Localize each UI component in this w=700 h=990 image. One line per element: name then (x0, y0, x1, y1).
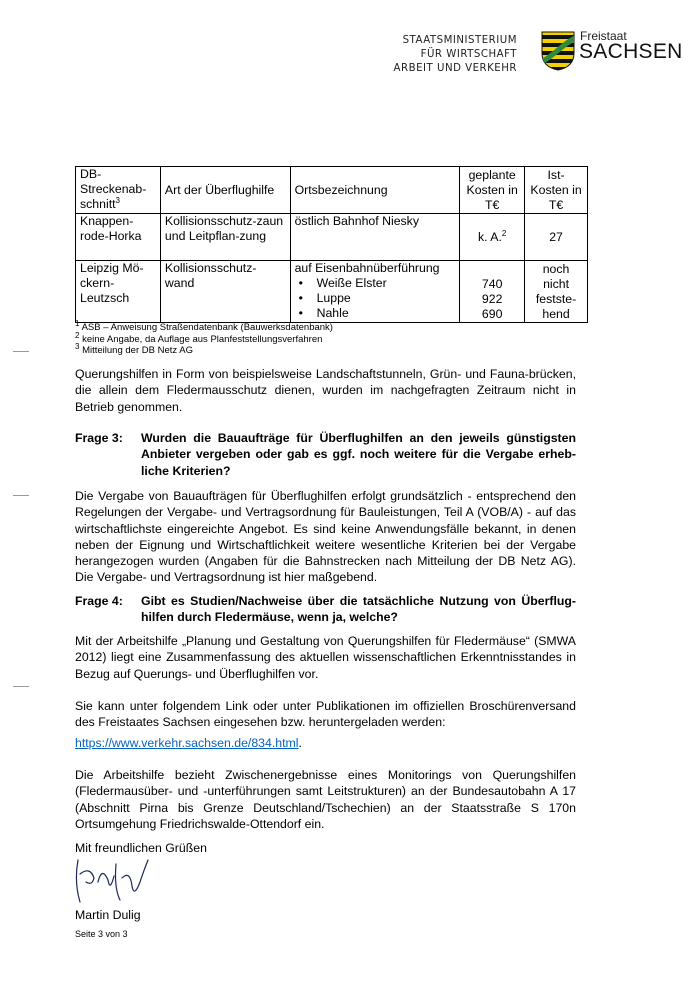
ministry-line-2: FÜR WIRTSCHAFT (420, 49, 517, 60)
signatory-name: Martin Dulig (75, 908, 141, 922)
cell-ist: 27 (525, 214, 588, 261)
ministry-line-3: ARBEIT UND VERKEHR (393, 63, 517, 74)
footnote: $^2$ keine Angabe, da Auflage aus Planfeststellungsverfahren (75, 330, 323, 345)
cell-art: Kollisionsschutz-wand (160, 261, 290, 323)
cell-art: Kollisionsschutz-zaun und Leitpflan-zung (160, 214, 290, 261)
cell-ist: noch nicht festste-hend (525, 261, 588, 323)
sachsen-wordmark: SACHSEN (579, 40, 683, 63)
question-4-label: Frage 4: (75, 594, 123, 608)
cell-geplant: 740 922 690 (460, 261, 525, 323)
footnotes (75, 318, 333, 357)
cell-ort: auf Eisenbahnüberführung • Weiße Elster • Luppe • Nahle (290, 261, 460, 323)
paragraph-link-intro: Sie kann unter folgendem Link oder unter Publikationen im offiziellen Broschürenversand des Freistaates Sachsen eingesehen bzw. heruntergeladen werden: (75, 699, 576, 730)
cost-table (75, 166, 588, 323)
cell-ort: östlich Bahnhof Niesky (290, 214, 460, 261)
header-art: Art der Überflughilfe (160, 167, 290, 214)
closing-text: Mit freundlichen Grüßen (75, 841, 207, 855)
header-geplant: geplante Kosten in T€ (460, 167, 525, 214)
ministry-line-1: STAATSMINISTERIUM (402, 35, 517, 46)
table-row (76, 261, 588, 323)
question-4-text: Gibt es Studien/Nachweise über die tatsächliche Nutzung von Überflug-hilfen durch Fledermäuse, wenn ja, welche? (141, 594, 576, 625)
paragraph-vergabe: Die Vergabe von Bauaufträgen für Überflughilfen erfolgt grundsätzlich - entsprechend den Regelungen der Vergabe- und Vertragsordnung für Bauleistungen, Teil A (VOB/A) - auf das wirtschaftlichste eingereichte Angebot. Es sind keine Anwendungsfälle bekannt, in denen neben der Eignung und Wirtschaftlichkeit weitere wesentliche Kriterien bei der Vergabe herangezogen wurden (Angaben für die Bahnstrecken nach Mitteilung der DB Netz AG). Die Vergabe- und Vertragsordnung ist hier maßgebend. (75, 489, 576, 585)
question-3-label: Frage 3: (75, 431, 123, 445)
publication-link[interactable]: https://www.verkehr.sachsen.de/834.html. (75, 736, 302, 750)
paragraph-monitoring: Die Arbeitshilfe bezieht Zwischenergebnisse eines Monitorings von Querungshilfen (Fledermausüber- und -unterführungen samt Leitstrukturen) an der Bundesautobahn A 17 (Abschnitt Pirna bis Grenze Deutschland/Tschechien) an der Staatsstraße S 170n Ortsumgehung Friedrichswalde-Ottendorf ein. (75, 768, 576, 831)
list-item: • Nahle (317, 306, 456, 321)
paragraph-querungshilfen: Querungshilfen in Form von beispielsweise Landschaftstunneln, Grün- und Fauna-brücken, die allein dem Fledermausschutz dienen, wurden im nachgefragten Zeitraum nicht in Betrieb genommen. (75, 367, 576, 414)
fold-mark (13, 351, 29, 352)
page-number: Seite 3 von 3 (75, 929, 128, 939)
cell-abschnitt: Leipzig Mö-ckern-Leutzsch (76, 261, 161, 323)
header-ort: Ortsbezeichnung (290, 167, 460, 214)
fold-mark (13, 686, 29, 687)
ort-list (295, 276, 456, 321)
saxony-crest-icon (541, 31, 575, 71)
signature-icon (68, 852, 158, 912)
question-3-text: Wurden die Bauaufträge für Überflughilfen an den jeweils günstigsten Anbieter vergeben oder gab es ggf. noch weitere für die Vergabe erheb-liche Kriterien? (141, 431, 576, 478)
list-item: • Luppe (317, 291, 456, 306)
table-row (76, 214, 588, 261)
cell-abschnitt: Knappen-rode-Horka (76, 214, 161, 261)
footnote: $^3$ Mitteilung der DB Netz AG (75, 341, 193, 356)
footnote: $^1$ ASB – Anweisung Straßendatenbank (Bauwerksdatenbank) (75, 318, 333, 333)
ministry-name (394, 34, 517, 76)
list-item: • Weiße Elster (317, 276, 456, 291)
header-ist: Ist-Kosten in T€ (525, 167, 588, 214)
paragraph-arbeitshilfe: Mit der Arbeitshilfe „Planung und Gestaltung von Querungshilfen für Fledermäuse“ (SMWA 2012) liegt eine Zusammenfassung des aktuellen wissenschaftlichen Erkenntnisstandes in Bezug auf Querungs- und Überflughilfen vor. (75, 634, 576, 681)
freistaat-label: Freistaat (580, 29, 627, 43)
fold-mark (13, 495, 29, 496)
cell-geplant: k. A.$^2$ (460, 214, 525, 261)
table-header-row (76, 167, 588, 214)
header-abschnitt: DB-Streckenab-schnitt$^3$ (76, 167, 161, 214)
